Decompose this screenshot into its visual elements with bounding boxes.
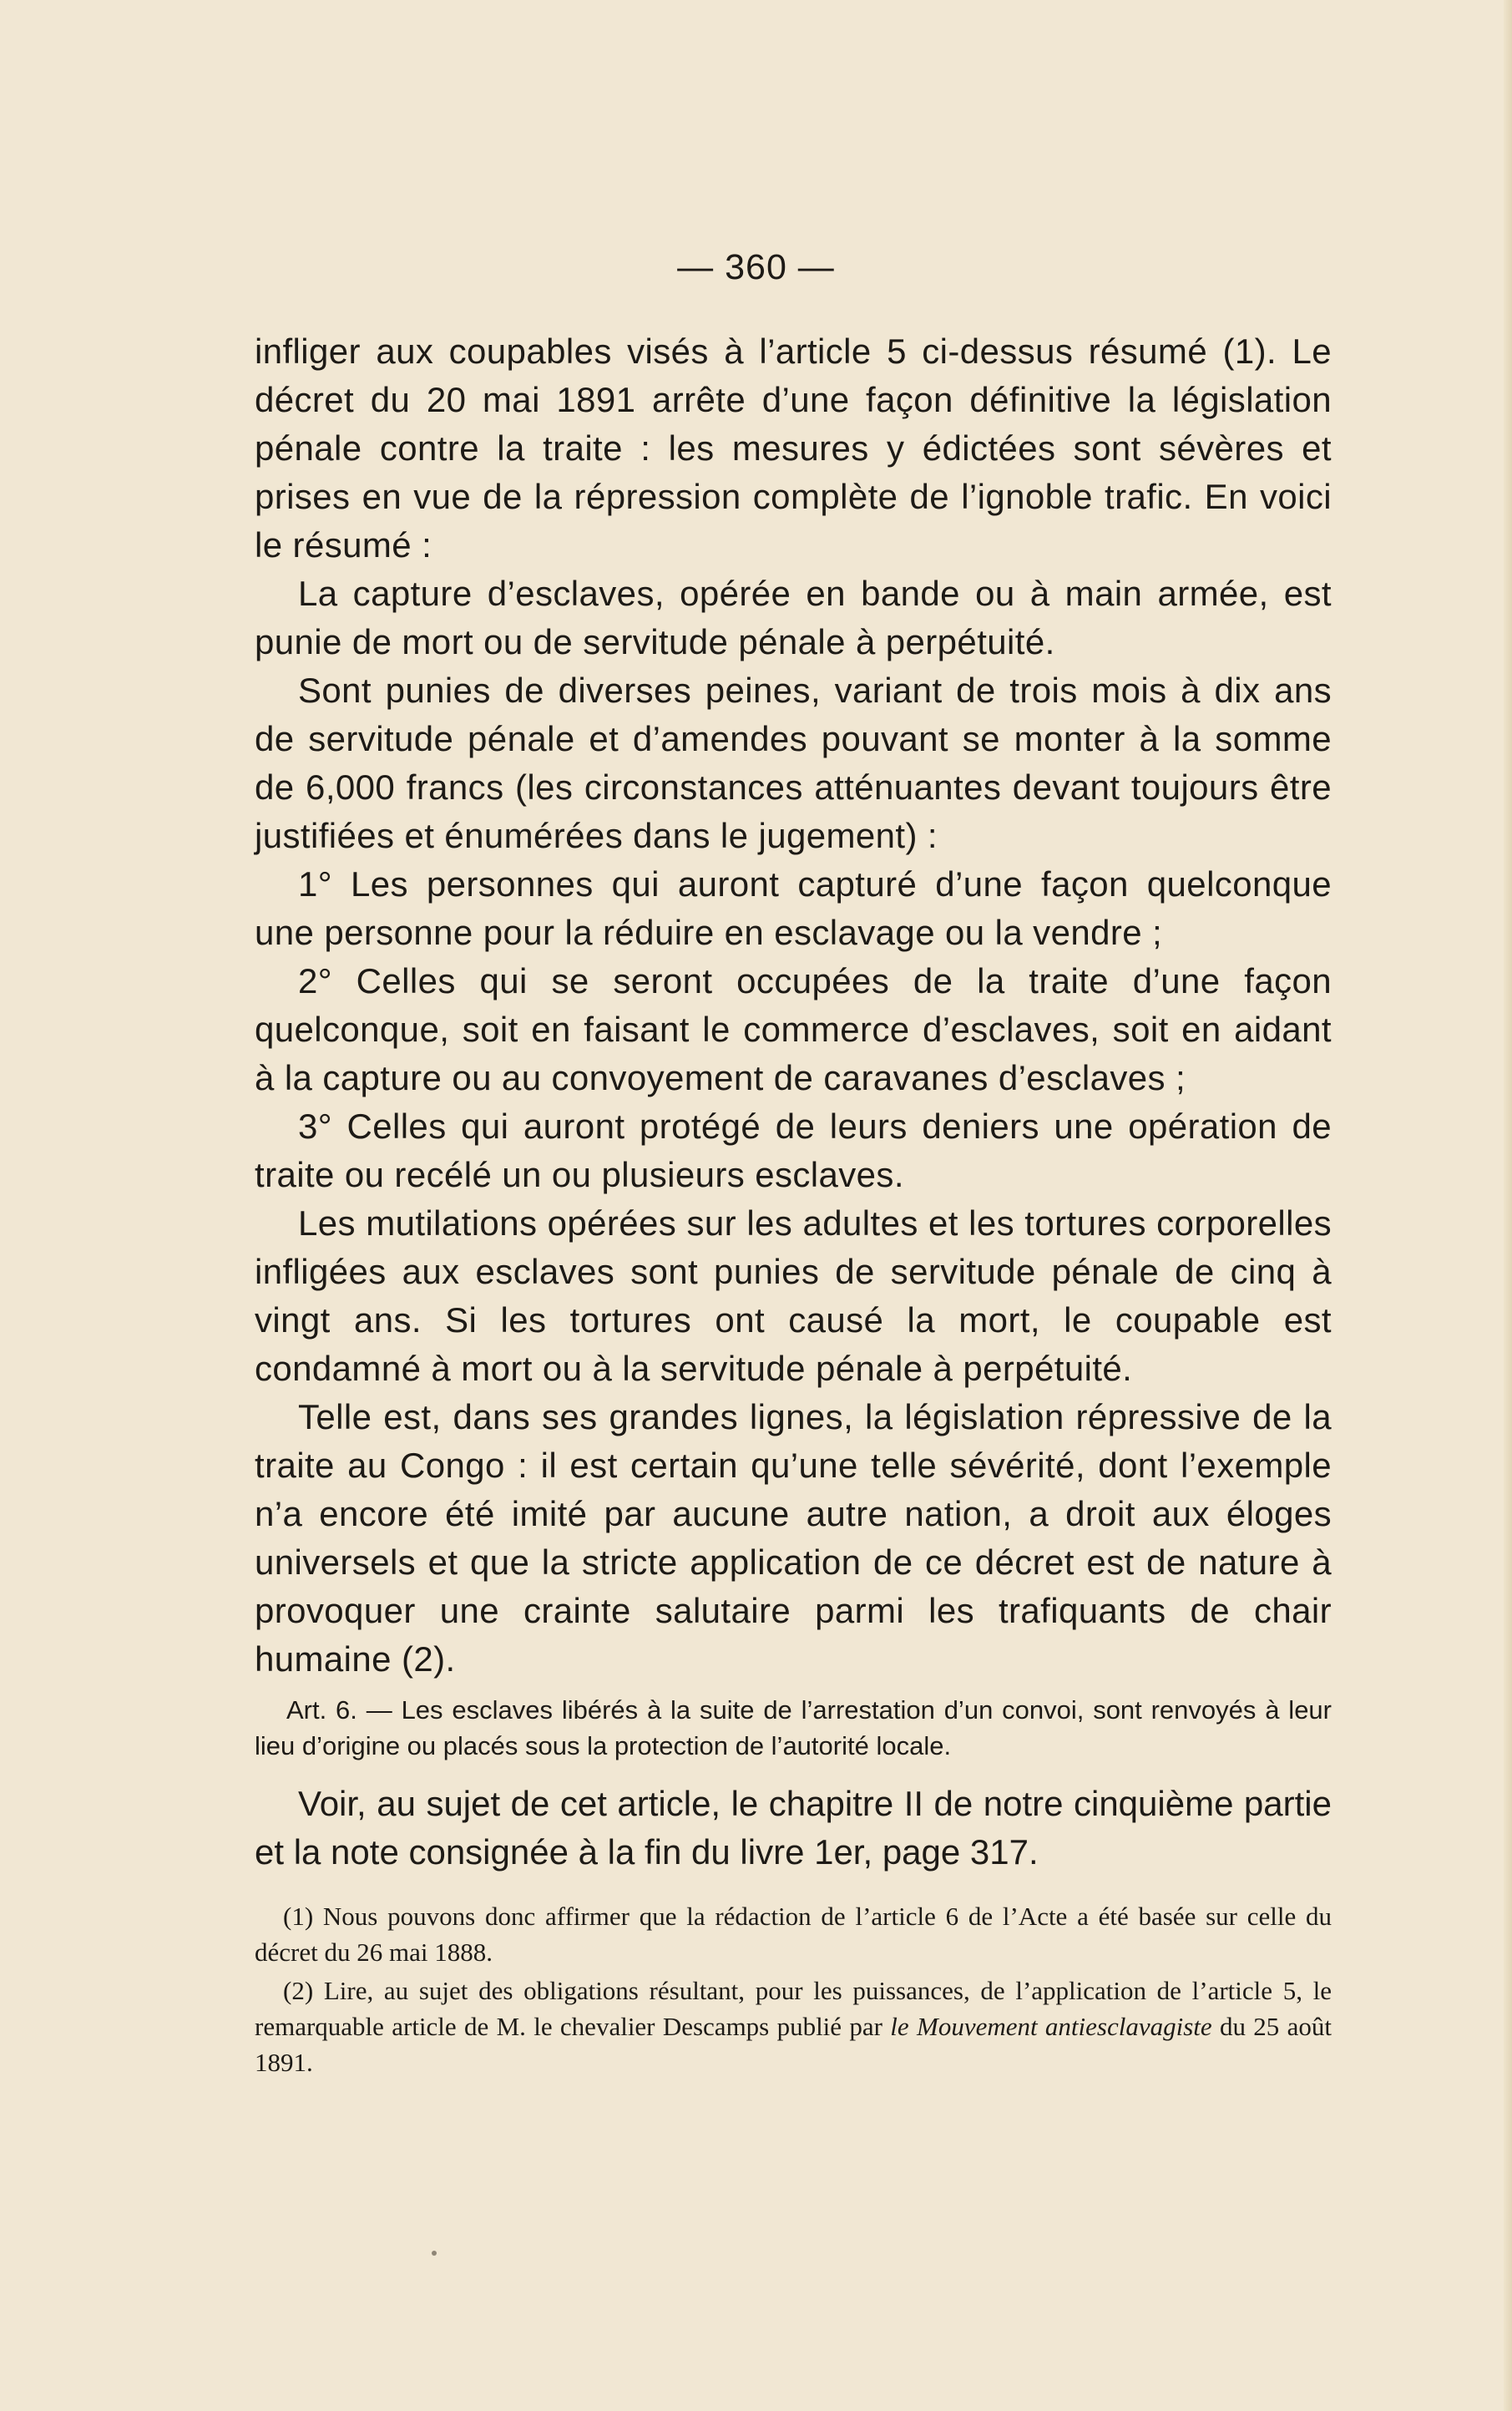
footnote-2-date: du 25 août 1891. bbox=[255, 2012, 1332, 2077]
ink-speck bbox=[432, 2251, 437, 2256]
main-text bbox=[255, 327, 1332, 1684]
list-item-3: 3° Celles qui auront protégé de leurs deniers une opération de traite ou recélé un ou plusieurs esclaves. bbox=[255, 1107, 1332, 1194]
footnote-1: (1) Nous pouvons donc affirmer que la rédaction de l’article 6 de l’Acte a été basée sur celle du décret du 26 mai 1888. bbox=[255, 1902, 1332, 1967]
footnote-2-text: (2) Lire, au sujet des obligations résultant, pour les puissances, de l’application de l’article 5, le remarquable article de M. le chevalier Descamps publié par bbox=[255, 1976, 1332, 2041]
article-6-quote: Art. 6. — Les esclaves libérés à la suite de l’arrestation d’un convoi, sont renvoyés à leur lieu d’origine ou placés sous la protection de l’autorité locale. bbox=[255, 1695, 1332, 1760]
paragraph-conclusion: Telle est, dans ses grandes lignes, la législation répressive de la traite au Congo : il est certain qu’une telle sévérité, dont l’exemple n’a encore été imité par aucune autre nation, a droit aux éloges universels et que la stricte application de ce décret est de nature à provoquer une crainte salutaire parmi les trafiquants de chair humaine (2). bbox=[255, 1397, 1332, 1679]
footnotes bbox=[255, 1898, 1332, 2080]
list-item-2: 2° Celles qui se seront occupées de la traite d’une façon quelconque, soit en faisant le commerce d’esclaves, soit en aidant à la capture ou au convoyement de caravanes d’esclaves ; bbox=[255, 961, 1332, 1097]
list-item-1: 1° Les personnes qui auront capturé d’une façon quelconque une personne pour la réduire en esclavage ou la vendre ; bbox=[255, 864, 1332, 952]
paragraph-mutilations: Les mutilations opérées sur les adultes et les tortures corporelles infligées aux esclaves sont punies de servitude pénale de cinq à vingt ans. Si les tortures ont causé la mort, le coupable est condamné à mort ou à la servitude pénale à perpétuité. bbox=[255, 1203, 1332, 1388]
paragraph-capture: La capture d’esclaves, opérée en bande ou à main armée, est punie de mort ou de servitude pénale à perpétuité. bbox=[255, 574, 1332, 661]
paragraph-penalties-intro: infliger aux coupables visés à l’article 5 ci-dessus résumé (1). Le décret du 20 mai 1891 arrête d’une façon définitive la législation pénale contre la traite : les mesures y édictées sont sévères et prises en vue de la répression complète de l’ignoble trafic. En voici le résumé : bbox=[255, 332, 1332, 565]
footnote-2 bbox=[255, 1973, 1332, 2080]
footnote-2-publication-title: le Mouvement antiesclavagiste bbox=[890, 2012, 1212, 2041]
see-chapter-note: Voir, au sujet de cet article, le chapitre II de notre cinquième partie et la note consignée à la fin du livre 1er, page 317. bbox=[255, 1784, 1332, 1872]
page-number: — 360 — bbox=[677, 247, 835, 287]
page-edge-shadow bbox=[1504, 0, 1512, 2411]
paragraph-diverse-penalties: Sont punies de diverses peines, variant de trois mois à dix ans de servitude pénale et d’amendes pouvant se monter à la somme de 6,000 francs (les circonstances atténuantes devant toujours être justifiées et énumérées dans le jugement) : bbox=[255, 671, 1332, 855]
